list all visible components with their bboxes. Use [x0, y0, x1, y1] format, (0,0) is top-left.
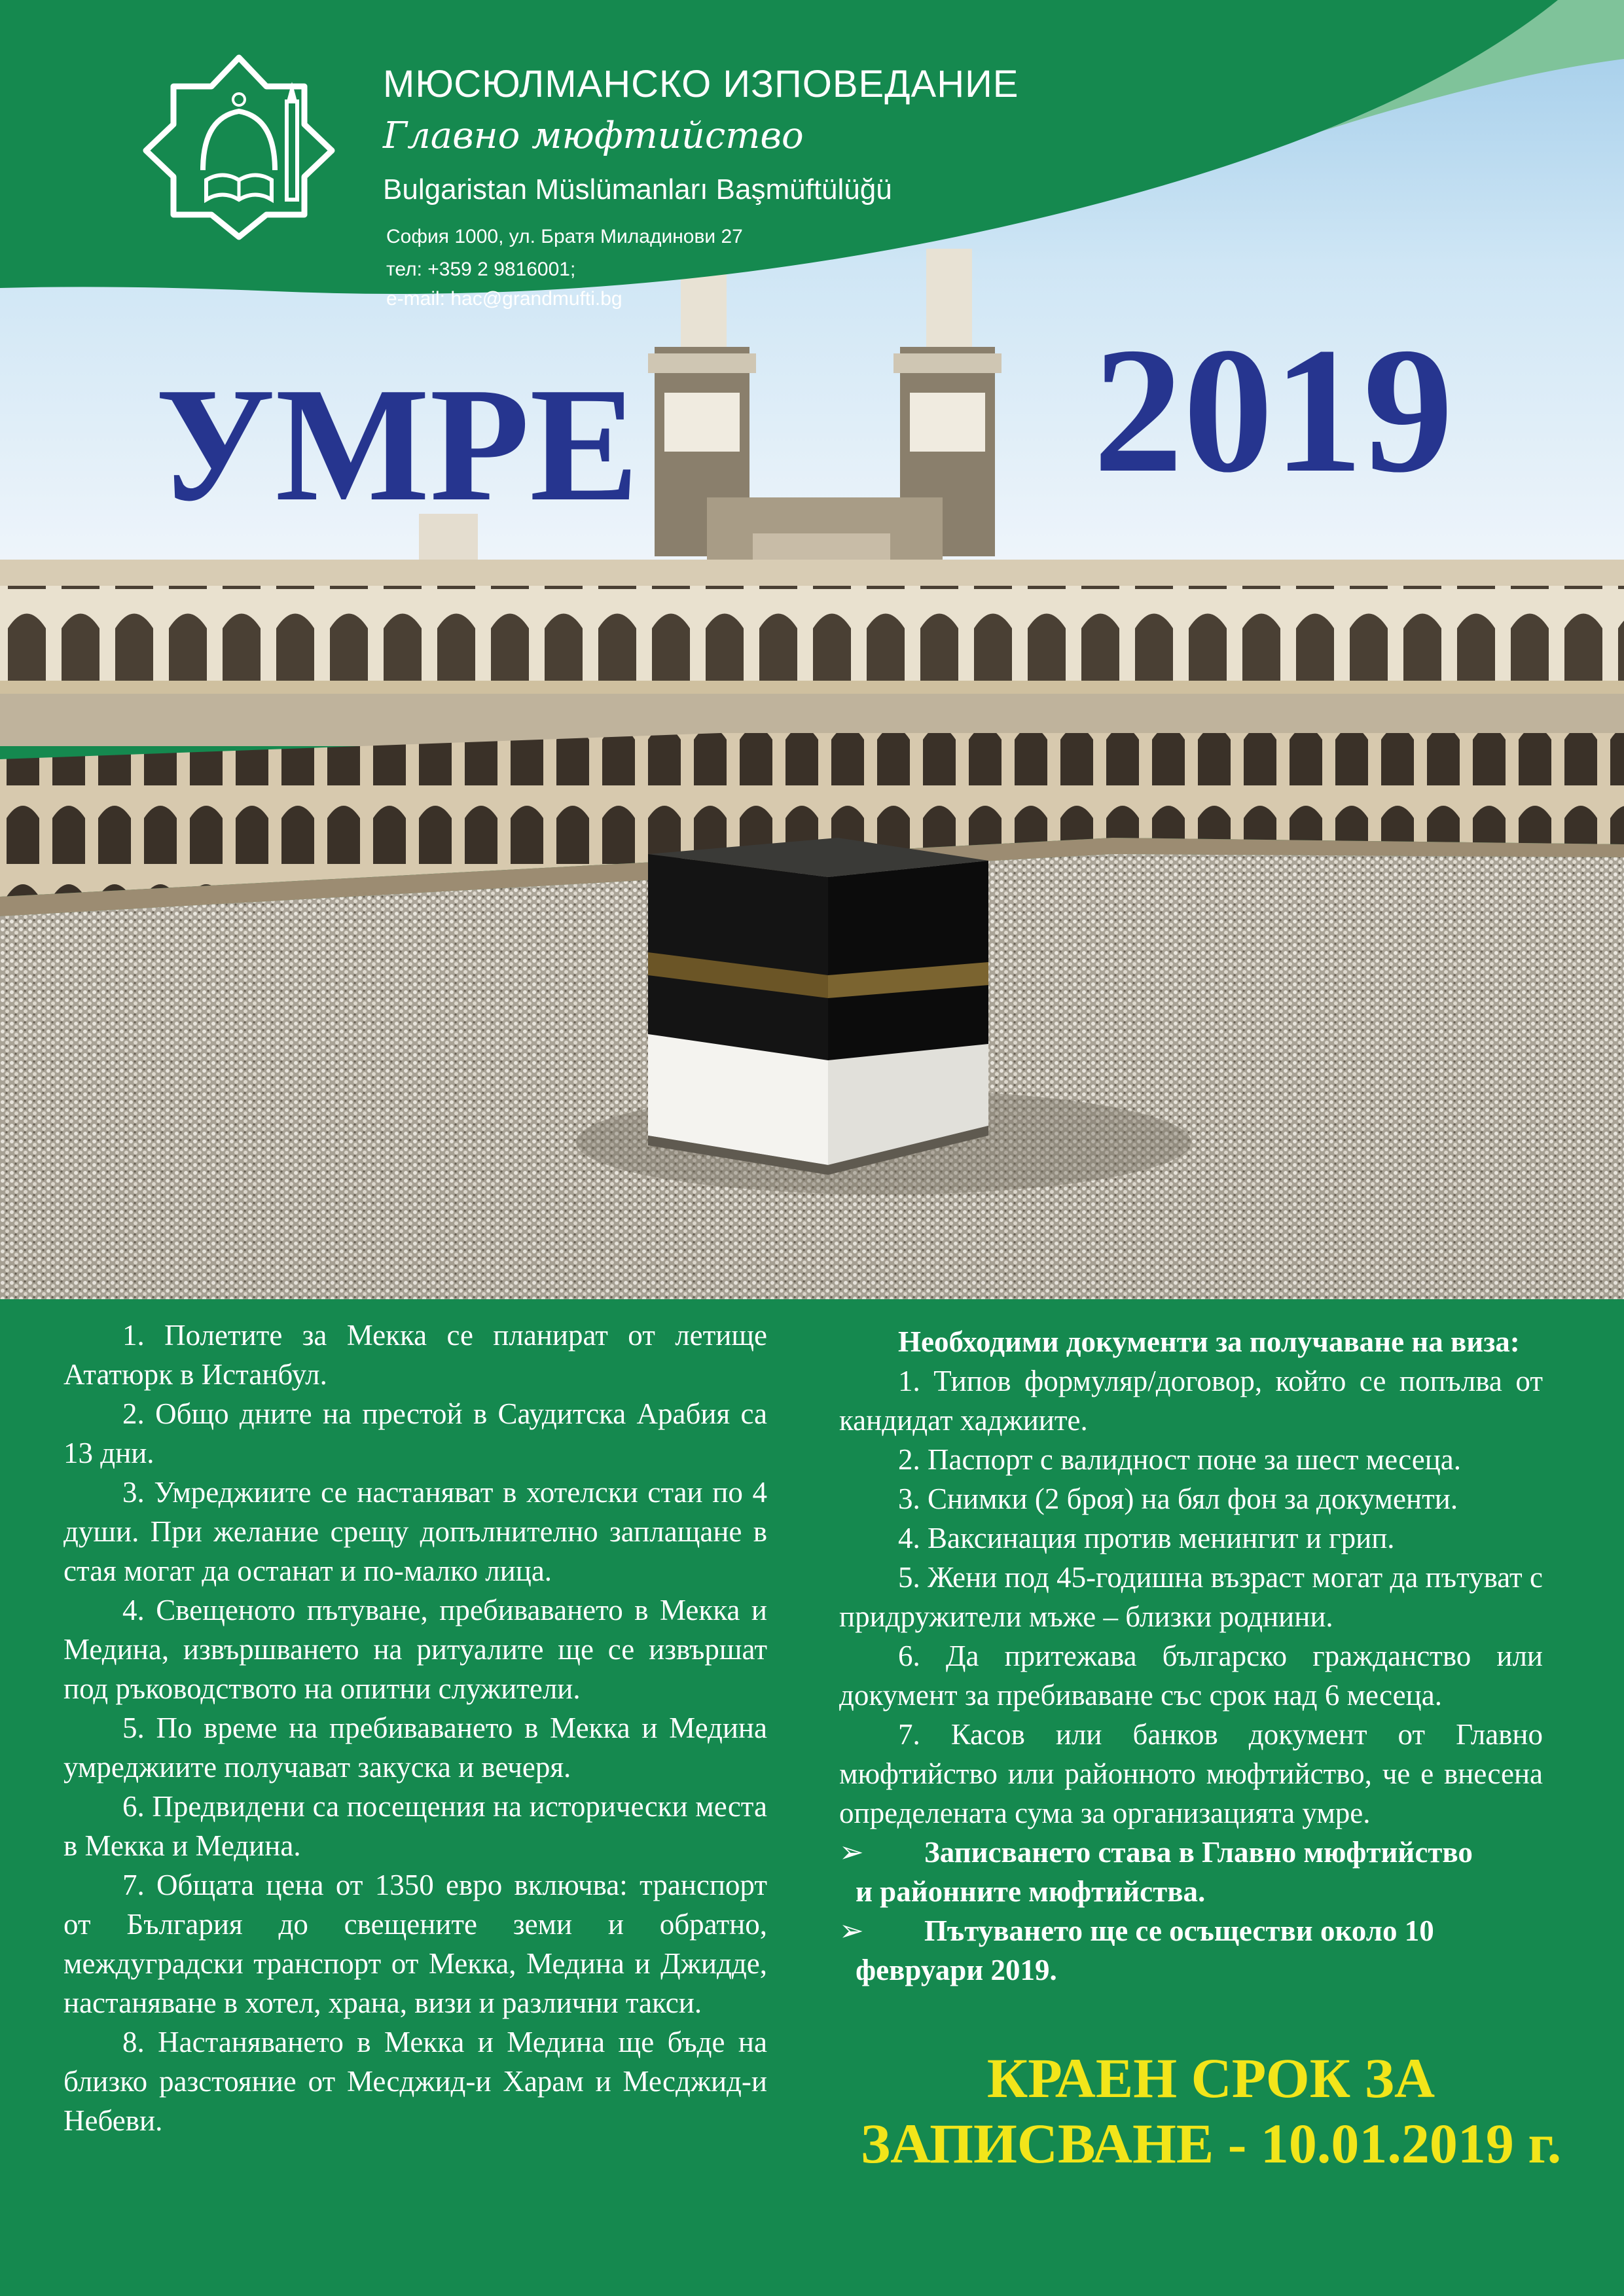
info-item: 8. Настаняването в Мекка и Медина ще бъде на близко разстояние от Месджид-и Харам и Месджид-и Небеви. — [63, 2026, 767, 2137]
info-item: 4. Свещеното пътуване, пребиваването в Мекка и Медина, извършването на ритуалите ще се извършат под ръководството на опитни служители. — [63, 1594, 767, 1705]
info-item: 7. Общата цена от 1350 евро включва: транспорт от България до свещените земи и обратно, междуградски транспорт от Мекка, Медина и Джидде, настаняване в хотел, храна, визи и различни такси. — [63, 1869, 767, 2019]
registration-note-line1: Записването става в Главно мюфтийство — [924, 1836, 1473, 1869]
phone: тел: +359 2 9816001; — [386, 259, 576, 280]
documents-section — [839, 1322, 1543, 1990]
documents-heading: Необходими документи за получаване на виза: — [898, 1325, 1520, 1358]
registration-deadline — [825, 2045, 1597, 2176]
document-item: 7. Касов или банков документ от Главно мюфтийство или районното мюфтийство, че е внесена определената сума за организацията умре. — [839, 1718, 1543, 1829]
org-subtitle: Главно мюфтийство — [383, 115, 804, 157]
travel-date-note-line1: Пътуването ще се осъществи около 10 — [924, 1914, 1434, 1947]
kaaba — [648, 838, 988, 1175]
document-item: 3. Снимки (2 броя) на бял фон за документи. — [898, 1482, 1458, 1515]
org-name: МЮСЮЛМАНСКО ИЗПОВЕДАНИЕ — [383, 63, 1019, 105]
info-item: 5. По време на пребиваването в Мекка и Медина умреджиите получават закуска и вечеря. — [63, 1712, 767, 1784]
info-item: 1. Полетите за Мекка се планират от летище Ататюрк в Истанбул. — [63, 1319, 767, 1391]
deadline-line2: ЗАПИСВАНЕ - 10.01.2019 г. — [860, 2112, 1562, 2175]
org-turkish-name: Bulgaristan Müslümanları Başmüftülüğü — [383, 173, 892, 206]
document-item: 4. Ваксинация против менингит и грип. — [898, 1522, 1395, 1554]
email[interactable]: e-mail: hac@grandmufti.bg — [386, 288, 623, 310]
travel-date-note — [839, 1911, 1543, 1950]
info-list — [63, 1316, 767, 2140]
document-item: 1. Типов формуляр/договор, който се попълва от кандидат хаджиите. — [839, 1365, 1543, 1437]
arrow-bullet-icon: ➢ — [839, 1913, 864, 1948]
address: София 1000, ул. Братя Миладинови 27 — [386, 226, 743, 247]
document-item: 2. Паспорт с валидност поне за шест месеца. — [898, 1443, 1462, 1476]
grand-mufti-logo-icon — [141, 52, 337, 242]
deadline-line1: КРАЕН СРОК ЗА — [986, 2047, 1435, 2109]
info-item: 2. Общо дните на престой в Саудитска Арабия са 13 дни. — [63, 1397, 767, 1469]
info-item: 6. Предвидени са посещения на исторически места в Мекка и Медина. — [63, 1790, 767, 1862]
travel-date-note-line2: февруари 2019. — [856, 1954, 1057, 1986]
info-item: 3. Умреджиите се настаняват в хотелски стаи по 4 души. При желание срещу допълнително заплащане в стая могат да останат и по-малко лица. — [63, 1476, 767, 1587]
document-item: 6. Да притежава българско гражданство или документ за пребиваване със срок над 6 месеца. — [839, 1640, 1543, 1712]
registration-note-line2: и районните мюфтийства. — [856, 1875, 1206, 1908]
registration-note — [839, 1833, 1543, 1872]
poster-year: 2019 — [1093, 311, 1453, 510]
poster-title: УМРЕ — [155, 354, 639, 535]
document-item: 5. Жени под 45-годишна възраст могат да пътуват с придружители мъже – близки роднини. — [839, 1561, 1543, 1633]
arrow-bullet-icon: ➢ — [839, 1835, 864, 1869]
